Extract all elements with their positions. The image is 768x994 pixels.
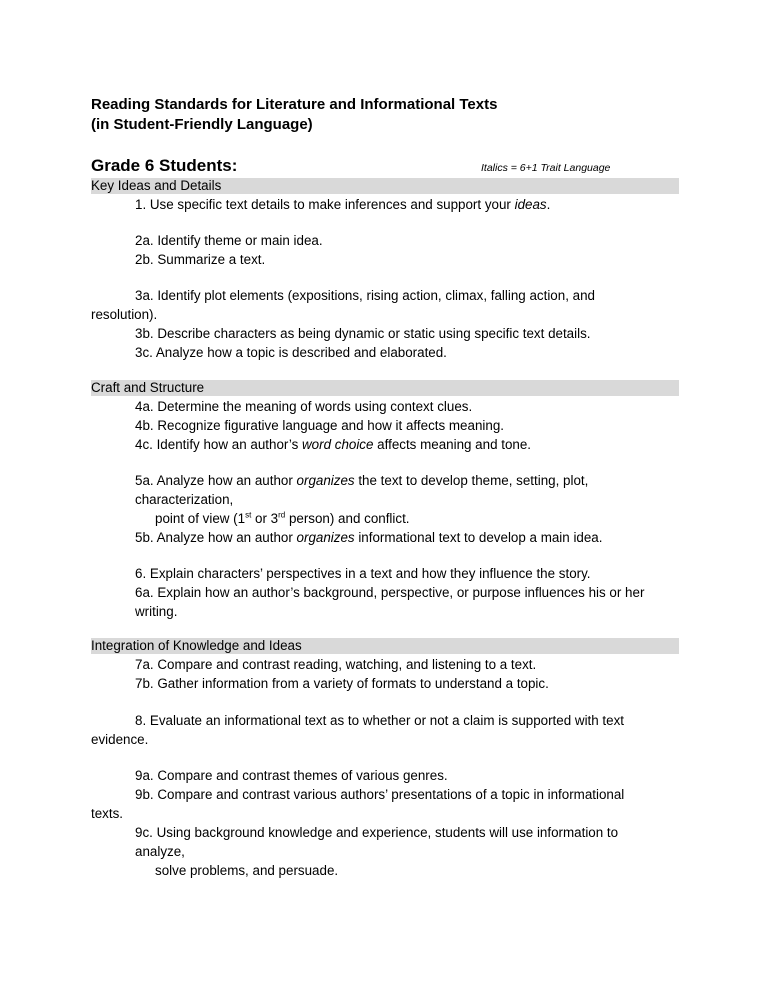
standard-9c-continued: analyze, xyxy=(135,844,185,859)
standard-8: 8. Evaluate an informational text as to whether or not a claim is supported with text xyxy=(135,713,625,728)
standard-3a: 3a. Identify plot elements (expositions, rising action, climax, falling action, and xyxy=(135,288,595,303)
standard-7b: 7b. Gather information from a variety of formats to understand a topic. xyxy=(135,676,549,691)
standard-5a-continued: characterization, xyxy=(135,492,234,507)
section-heading-key-ideas: Key Ideas and Details xyxy=(91,178,679,194)
standard-9b-continued: texts. xyxy=(91,806,123,821)
standard-3b: 3b. Describe characters as being dynamic or static using specific text details. xyxy=(135,326,591,341)
section-heading-integration: Integration of Knowledge and Ideas xyxy=(91,638,679,654)
standard-4b: 4b. Recognize figurative language and how it affects meaning. xyxy=(135,418,504,433)
legend-note: Italics = 6+1 Trait Language xyxy=(481,162,611,174)
standard-3a-continued: resolution). xyxy=(91,307,158,322)
standard-1: 1. Use specific text details to make inferences and support your ideas. xyxy=(135,197,551,212)
section-heading-craft-structure: Craft and Structure xyxy=(91,380,679,396)
document-title-line1: Reading Standards for Literature and Informational Texts xyxy=(91,96,498,113)
standard-7a: 7a. Compare and contrast reading, watching, and listening to a text. xyxy=(135,657,537,672)
standard-2b: 2b. Summarize a text. xyxy=(135,252,266,267)
standard-9c: 9c. Using background knowledge and experience, students will use information to xyxy=(135,825,619,840)
standard-5a: 5a. Analyze how an author organizes the text to develop theme, setting, plot, xyxy=(135,473,589,488)
standard-4a: 4a. Determine the meaning of words using context clues. xyxy=(135,399,473,414)
standard-5a-point-of-view: point of view (1st or 3rd person) and conflict. xyxy=(155,510,410,526)
standard-6a-continued: writing. xyxy=(135,604,178,619)
standard-3c: 3c. Analyze how a topic is described and elaborated. xyxy=(135,345,447,360)
standard-5b: 5b. Analyze how an author organizes informational text to develop a main idea. xyxy=(135,530,603,545)
standard-9a: 9a. Compare and contrast themes of various genres. xyxy=(135,768,448,783)
standard-2a: 2a. Identify theme or main idea. xyxy=(135,233,323,248)
standard-9c-final: solve problems, and persuade. xyxy=(155,863,339,878)
standard-8-continued: evidence. xyxy=(91,732,149,747)
standard-9b: 9b. Compare and contrast various authors’ presentations of a topic in informational xyxy=(135,787,625,802)
document-title-line2: (in Student-Friendly Language) xyxy=(91,116,313,133)
standard-4c: 4c. Identify how an author’s word choice affects meaning and tone. xyxy=(135,437,532,452)
standard-6: 6. Explain characters’ perspectives in a text and how they influence the story. xyxy=(135,566,591,581)
standard-6a: 6a. Explain how an author’s background, perspective, or purpose influences his or her xyxy=(135,585,645,600)
grade-heading: Grade 6 Students: xyxy=(91,156,238,175)
